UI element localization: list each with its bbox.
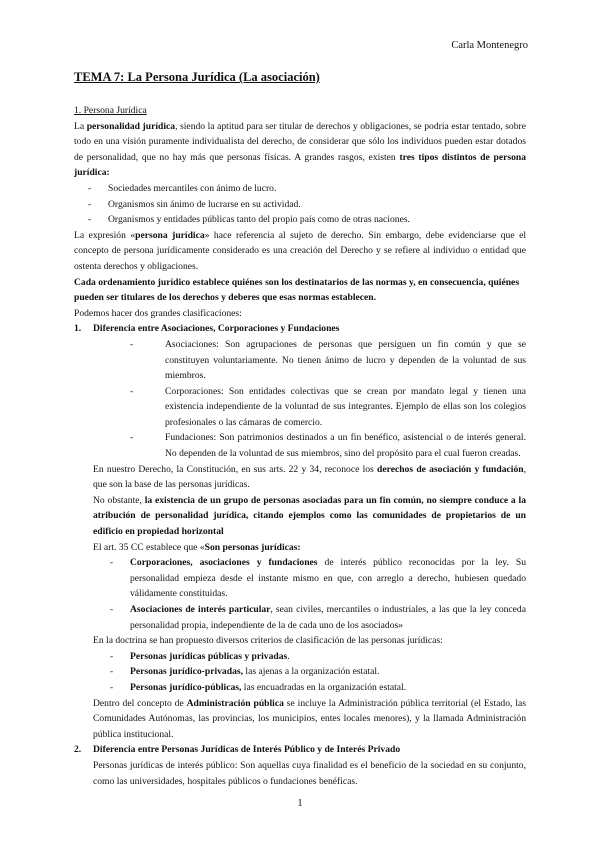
list-item: - Organismos sin ánimo de lucrarse en su actividad. [74,197,526,213]
paragraph: En la doctrina se han propuesto diversos criterios de clasificación de las personas jurídicas: [93,635,443,647]
paragraph-bold: Cada ordenamiento jurídico establece quiénes son los destinatarios de las normas y, en consecuencia, quiénes pueden ser titulares de los derechos y deberes que esas normas establecen. [74,276,520,304]
list-item: - Asociaciones: Son agrupaciones de personas que persiguen un fin común y que se constituyen voluntariamente. No tienen ánimo de lucro y dependen de la voluntad de sus miembros. [74,337,526,384]
list-item: - Fundaciones: Son patrimonios destinados a un fin benéfico, asistencial o de interés general. No dependen de la voluntad de sus miembros, sino del propósito para el cual fueron creadas. [74,430,526,461]
document-body [74,103,526,789]
paragraph: La expresión «persona jurídica» hace referencia al sujeto de derecho. Sin embargo, debe evidenciarse que el concepto de persona jurídicamente considerado es una creación del Derecho y se refiere al individuo o entidad que ostenta derechos y obligaciones. [74,229,526,272]
paragraph: Dentro del concepto de Administración pública se incluye la Administración pública territorial (el Estado, las Comunidades Autónomas, las provincias, los municipios, entes locales menores), y la llamada Administración pública institucional. [93,697,526,740]
numbered-heading: 2. Diferencia entre Personas Jurídicas de Interés Público y de Interés Privado [74,744,401,756]
list-item: - Corporaciones, asociaciones y fundaciones de interés público reconocidas por la ley. Su personalidad empieza desde el instante mismo en que, con arreglo a derecho, hubiesen quedado válidamente constituidas. [74,555,526,602]
paragraph: Podemos hacer dos grandes clasificaciones: [74,307,242,319]
paragraph: La personalidad jurídica, siendo la aptitud para ser titular de derechos y obligaciones, se podría estar tentado, sobre todo en una visión puramente individualista del derecho, de considerar que sólo los individuos pueden estar dotados de personalidad, que no hay más que personas físicas. A grandes rasgos, existen tres tipos distintos de persona jurídica: [74,120,526,179]
paragraph: No obstante, la existencia de un grupo de personas asociadas para un fin común, no siempre conduce a la atribución de personalidad jurídica, citando ejemplos como las comunidades de propietarios de un edificio en propiedad horizontal [93,494,526,538]
numbered-heading: 1. Diferencia entre Asociaciones, Corporaciones y Fundaciones [74,323,340,335]
header-author: Carla Montenegro [451,40,528,51]
paragraph: En nuestro Derecho, la Constitución, en sus arts. 22 y 34, reconoce los derechos de asociación y fundación, que son la base de las personas jurídicas. [93,463,526,491]
list-item: - Personas jurídico-públicas, las encuadradas en la organización estatal. [74,680,526,696]
page-number: 1 [297,798,303,809]
list-item: - Personas jurídicas públicas y privadas. [74,649,526,665]
page-title: TEMA 7: La Persona Jurídica (La asociación) [74,70,320,84]
list-item: - Personas jurídico-privadas, las ajenas a la organización estatal. [74,664,526,680]
list-item: - Asociaciones de interés particular, sean civiles, mercantiles o industriales, a las que la ley conceda personalidad propia, independiente de la de cada uno de los asociados» [74,602,526,633]
section-heading: 1. Persona Jurídica [74,105,147,116]
paragraph: Personas jurídicas de interés público: Son aquellas cuya finalidad es el beneficio de la sociedad en su conjunto, como las universidades, hospitales públicos o fundaciones benéficas. [93,759,526,787]
paragraph: El art. 35 CC establece que «Son personas jurídicas: [93,541,301,553]
list-item: - Organismos y entidades públicas tanto del propio país como de otras naciones. [74,212,526,228]
list-item: - Corporaciones: Son entidades colectivas que se crean por mandato legal y tienen una existencia independiente de la voluntad de sus integrantes. Ejemplo de ellas son los colegios profesionales o las cámaras de comercio. [74,384,526,431]
list-item: - Sociedades mercantiles con ánimo de lucro. [74,181,526,197]
